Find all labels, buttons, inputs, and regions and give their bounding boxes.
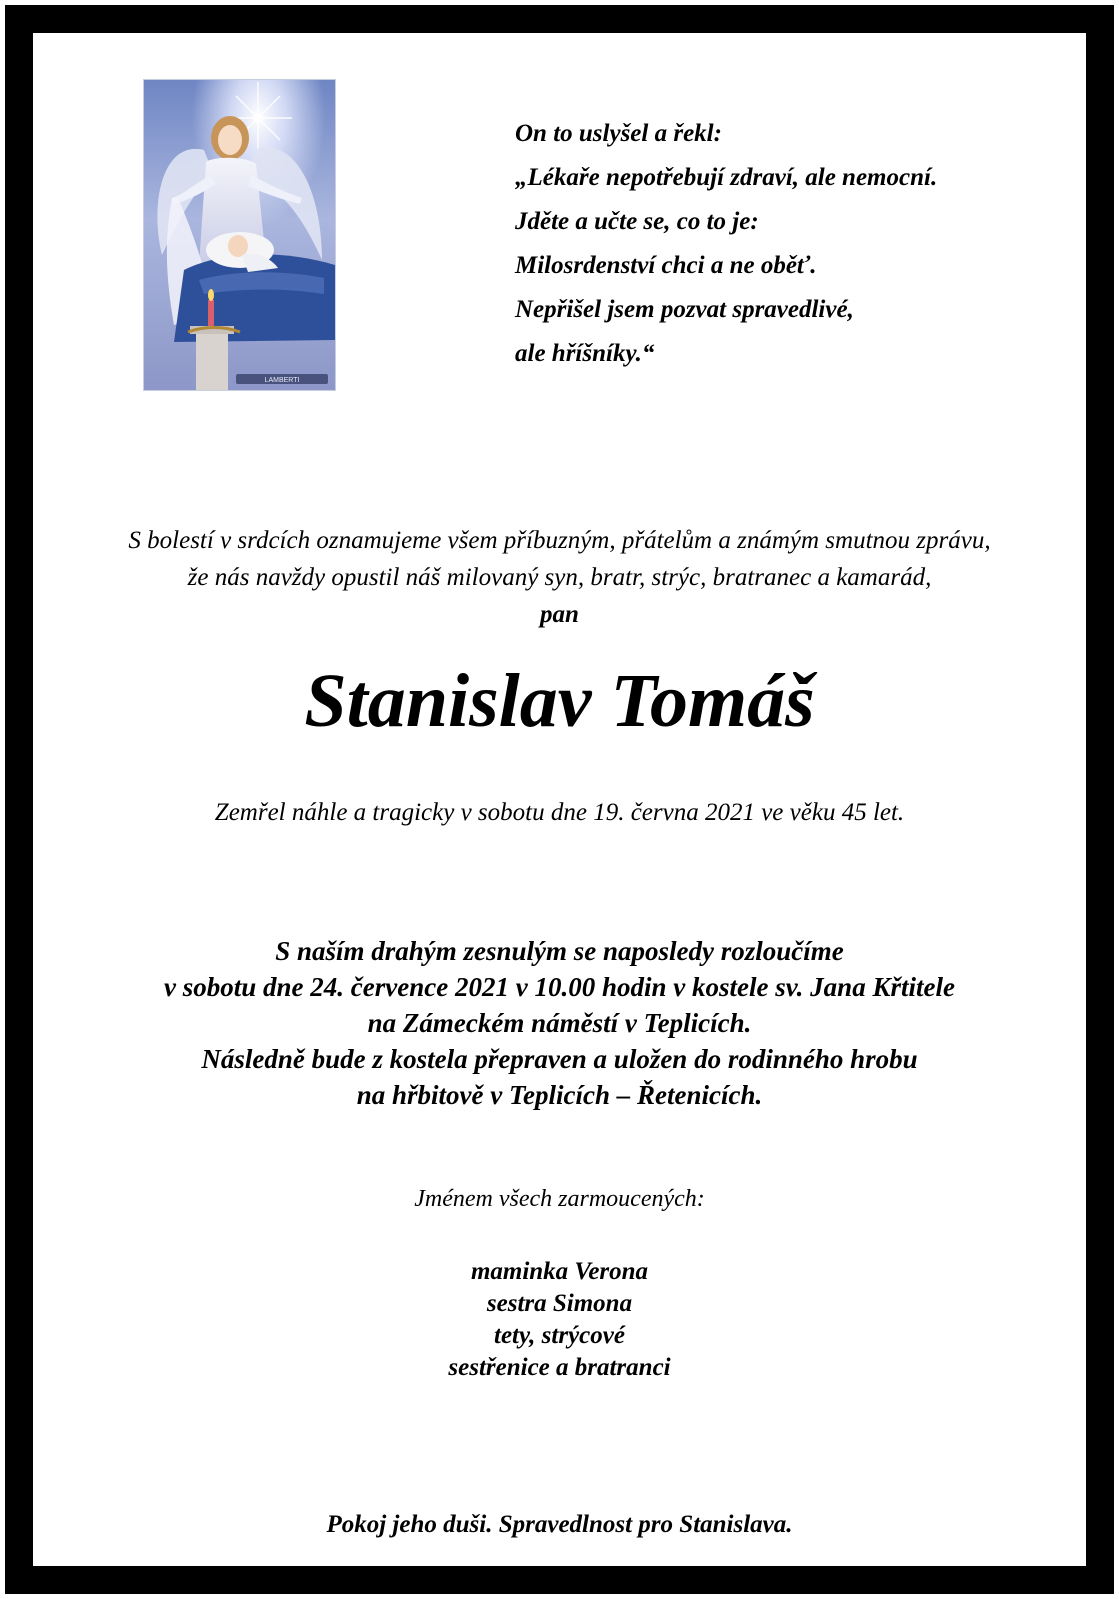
quote-line: Milosrdenství chci a ne oběť. [515,252,817,279]
quote-line: „Lékaře nepotřebují zdraví, ale nemocní. [515,164,938,191]
mourner-name: maminka Verona [470,1258,649,1285]
funeral-line: v sobotu dne 24. července 2021 v 10.00 hodin v kostele sv. Jana Křtitele [164,972,955,1002]
bible-quote [515,112,937,376]
angel-guardian-icon [143,79,336,391]
funeral-line: na hřbitově v Teplicích – Řetenicích. [356,1080,763,1110]
honorific: pan [540,601,579,628]
mourner-name: sestra Simona [486,1290,633,1317]
death-notice: Zemřel náhle a tragicky v sobotu dne 19. června 2021 ve věku 45 let. [214,799,905,826]
announcement-line: že nás navždy opustil náš milovaný syn, bratr, strýc, bratranec a kamarád, [187,564,932,591]
mourners-heading: Jménem všech zarmoucených: [414,1186,705,1212]
funeral-line: Následně bude z kostela přepraven a uložen do rodinného hrobu [201,1044,918,1074]
quote-line: ale hříšníky.“ [515,340,655,367]
closing-line: Pokoj jeho duši. Spravedlnost pro Stanislava. [326,1511,793,1538]
deceased-name: Stanislav Tomáš [304,659,815,743]
quote-line: On to uslyšel a řekl: [515,120,722,147]
image-caption: LAMBERTI [264,377,300,384]
quote-line: Jděte a učte se, co to je: [515,208,759,235]
announcement [0,522,1119,633]
funeral-line: S naším drahým zesnulým se naposledy rozloučíme [275,936,844,966]
mourner-name: sestřenice a bratranci [448,1354,671,1381]
announcement-line: S bolestí v srdcích oznamujeme všem příbuzným, přátelům a známým smutnou zprávu, [128,527,991,554]
mourners-list [0,1256,1119,1384]
funeral-line: na Zámeckém náměstí v Teplicích. [367,1008,752,1038]
quote-line: Nepřišel jsem pozvat spravedlivé, [515,296,854,323]
mourner-name: tety, strýcové [494,1322,625,1349]
funeral-details [0,933,1119,1113]
